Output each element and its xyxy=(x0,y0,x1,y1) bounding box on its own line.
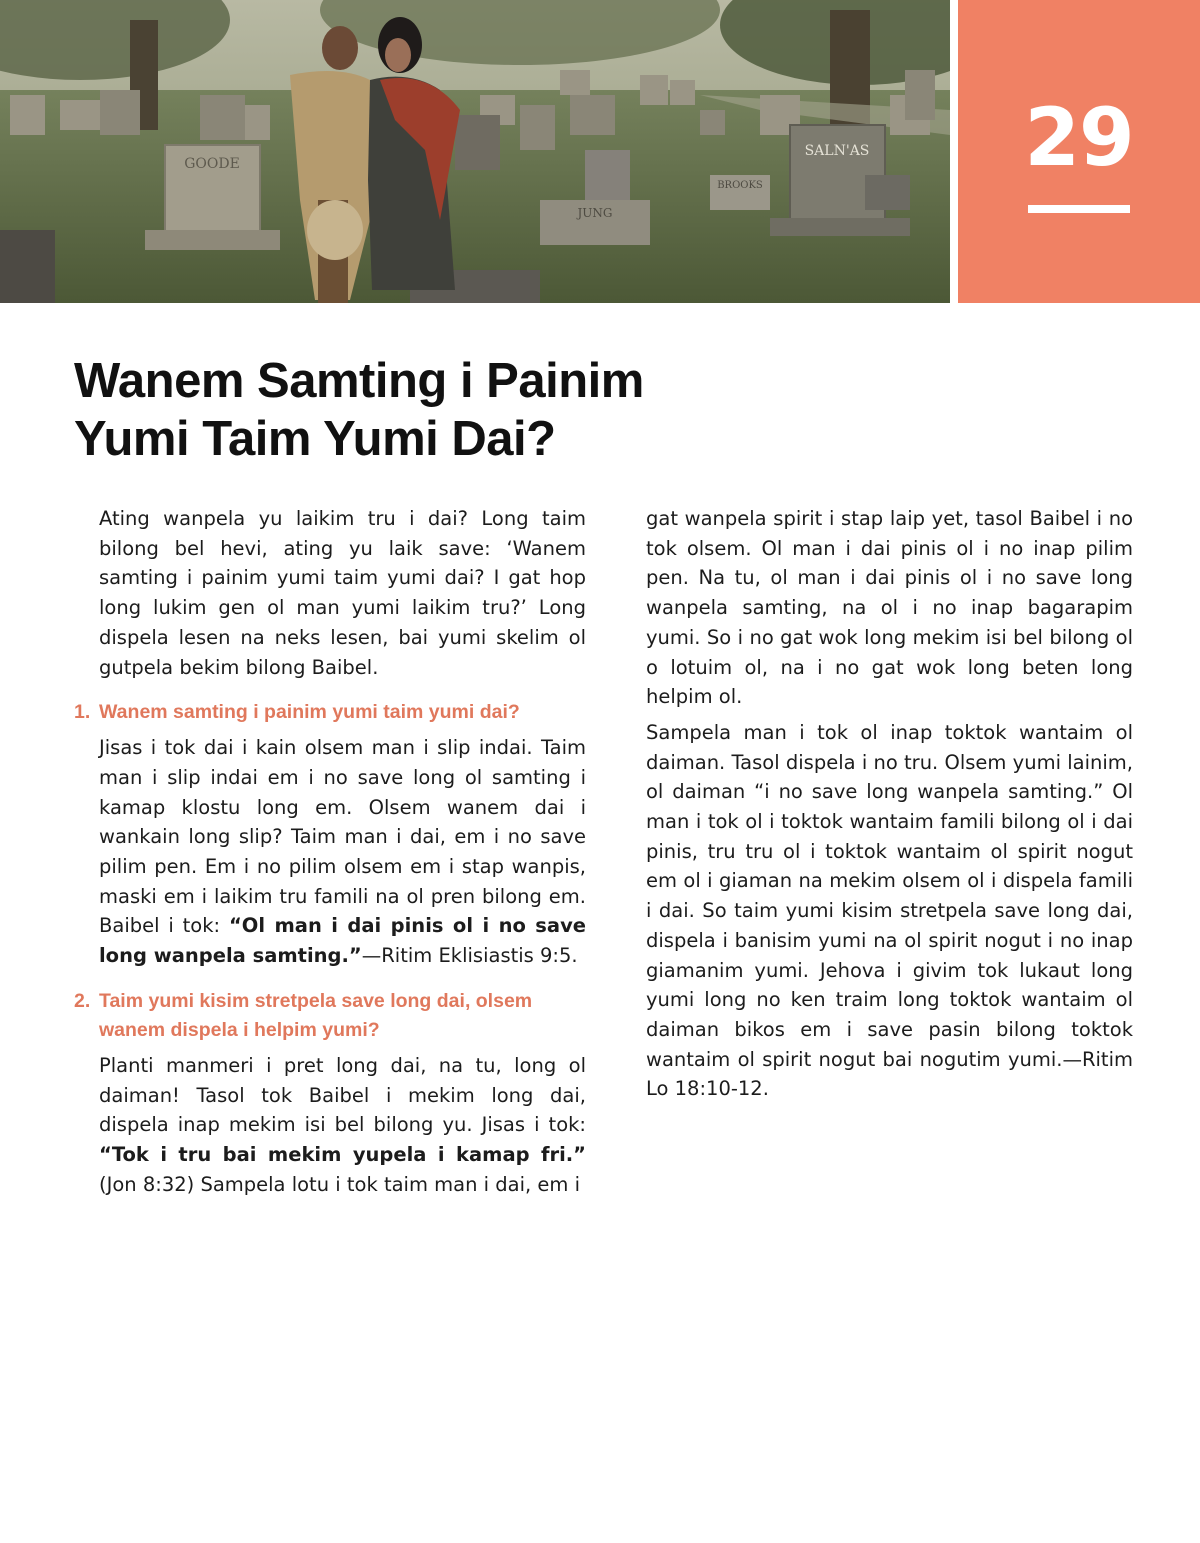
question-heading-2 xyxy=(74,987,586,1045)
right-column xyxy=(646,504,1133,1104)
page-title-line-2: Yumi Taim Yumi Dai? xyxy=(74,412,556,466)
section-2-continuation: (Jon 8:32) Sampela lotu i tok taim man i dai, em i xyxy=(99,1172,581,1196)
section-2-body xyxy=(99,1051,586,1200)
section-1-scripture-quote: “Ol man i dai pinis ol i no save long wanpela samting.” xyxy=(99,914,587,968)
lesson-number: 29 xyxy=(1024,91,1134,184)
question-number-1: 1. xyxy=(74,701,91,724)
tombstone-brooks: BROOKS xyxy=(717,180,763,191)
page-title-line-1: Wanem Samting i Painim xyxy=(74,354,644,408)
header-photo-cemetery xyxy=(0,0,950,303)
intro-paragraph: Ating wanpela yu laikim tru i dai? Long taim bilong bel hevi, ating yu laik save: ‘Wanem samting i painim yumi taim yumi dai? I gat hop long lukim gen ol man yumi laikim tru?’ Long dispela lesen na neks lesen, bai yumi skelim ol gutpela bekim bilong Baibel. xyxy=(99,507,586,679)
section-2-text: Planti manmeri i pret long dai, na tu, long ol daiman! Tasol tok Baibel i mekim long dai, dispela inap mekim isi bel bilong yu. Jisas i tok: xyxy=(99,1053,586,1137)
section-1-text: Jisas i tok dai i kain olsem man i slip indai. Taim man i slip indai em i no save long ol samting i kamap klostu long em. Olsem wanem dai i wankain long slip? Taim man i dai, em i no save pilim pen. Em i no pilim olsem em i stap wanpis, maski em i laikim tru famili na ol pren bilong em. Baibel i tok: xyxy=(99,736,586,938)
tombstone-salnas: SALN'AS xyxy=(804,143,870,159)
question-text-2: Taim yumi kisim stretpela save long dai, olsem wanem dispela i helpim yumi? xyxy=(99,989,533,1041)
section-1-body xyxy=(99,733,586,971)
question-heading-1 xyxy=(74,698,586,727)
question-text-1: Wanem samting i painim yumi taim yumi dai? xyxy=(99,701,520,724)
lesson-number-box xyxy=(958,0,1200,303)
section-2-continued-paragraph: gat wanpela spirit i stap laip yet, tasol Baibel i no tok olsem. Ol man i dai pinis ol i no inap pilim pen. Na tu, ol man i dai pinis ol i no save long wanpela samting, na ol i no inap bagarapim yumi. So i no gat wok long mekim isi bel bilong ol o lotuim ol, na i no gat wok long beten long helpim ol. xyxy=(646,507,1133,709)
section-2-extra-paragraph: Sampela man i tok ol inap toktok wantaim ol daiman. Tasol dispela i no tru. Olsem yumi lainim, ol daiman “i no save long wanpela samting.” Ol man i tok ol i toktok wantaim famili bilong ol i dai pinis, tru tru ol i toktok wantaim ol spirit nogut em ol i giaman na mekim olsem ol i dispela famili i dai. So taim yumi kisim stretpela save long dai, dispela i banisim yumi na ol spirit nogut i no inap giamanim yumi. Jehova i givim tok lukaut long yumi long no ken traim long toktok wantaim ol daiman bikos em i save pasin bilong toktok wantaim ol spirit nogut bai nogutim yumi.—Ritim Lo 18:10-12. xyxy=(646,720,1133,1101)
tombstone-goode: GOODE xyxy=(184,156,240,172)
section-1-reference: —Ritim Eklisiastis 9:5. xyxy=(361,944,578,968)
tombstone-jung: JUNG xyxy=(577,206,613,220)
left-column xyxy=(74,504,586,1199)
section-2-scripture-quote: “Tok i tru bai mekim yupela i kamap fri.” xyxy=(99,1142,586,1166)
lesson-number-underline xyxy=(1028,205,1130,213)
question-number-2: 2. xyxy=(74,989,91,1012)
page-title xyxy=(74,352,774,468)
